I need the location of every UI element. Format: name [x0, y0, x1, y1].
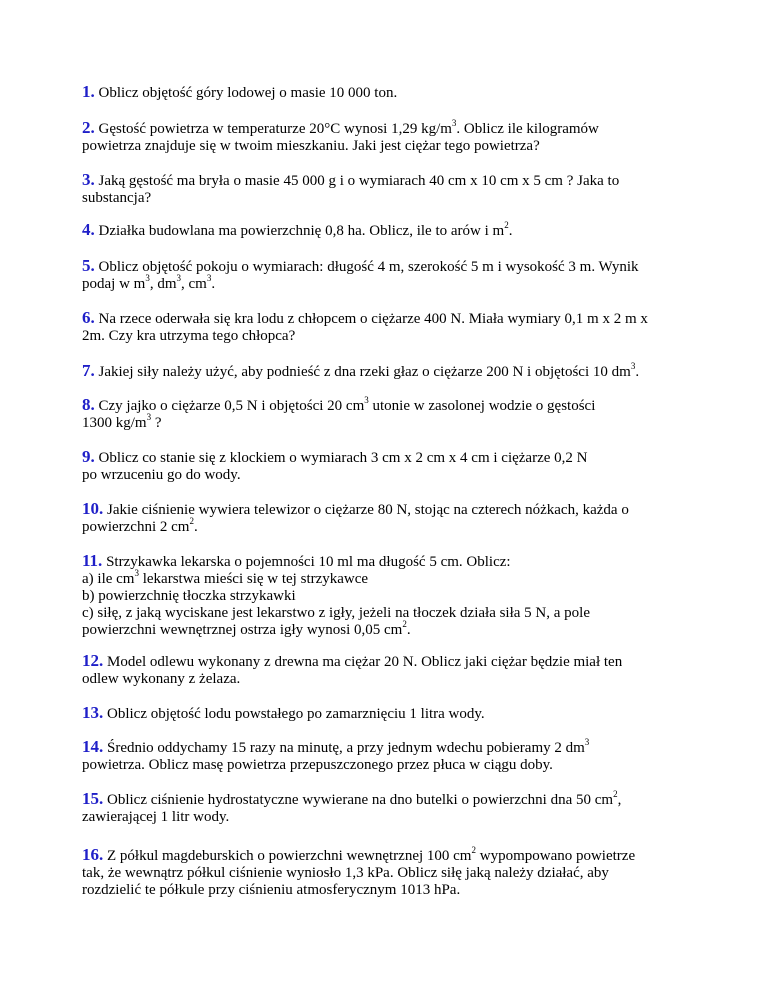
superscript: 3 [584, 737, 590, 747]
superscript: 3 [451, 118, 457, 128]
text-segment: . [211, 276, 216, 292]
problem-item [82, 704, 692, 723]
problem-number: 11. [82, 551, 103, 570]
problem-number: 13. [82, 703, 104, 722]
text-segment: powierzchni 2 cm [82, 519, 190, 535]
text-segment: rozdzielić te półkule przy ciśnieniu atmosferycznym 1013 hPa. [82, 882, 461, 898]
problem-number: 4. [82, 220, 95, 239]
text-segment: , dm [149, 276, 177, 292]
problem-number: 16. [82, 845, 104, 864]
text-segment: Model odlewu wykonany z drewna ma ciężar 20 N. Oblicz jaki ciężar będzie miał ten [107, 654, 623, 670]
problem-text-line [82, 588, 692, 605]
problem-text-line [82, 171, 692, 190]
problem-number: 9. [82, 447, 95, 466]
problem-text-line [82, 448, 692, 467]
problem-number: 14. [82, 737, 104, 756]
problem-text-line [82, 865, 692, 882]
problem-text-line [82, 500, 692, 519]
text-segment: Oblicz objętość lodu powstałego po zamarznięciu 1 litra wody. [107, 706, 485, 722]
problem-text-line [82, 704, 692, 723]
problem-text-line [82, 119, 692, 138]
text-segment: a) ile cm [82, 571, 135, 587]
problem-item [82, 362, 692, 381]
text-segment: 1300 kg/m [82, 415, 147, 431]
text-segment: powietrza znajduje się w twoim mieszkaniu. Jaki jest ciężar tego powietrza? [82, 138, 540, 154]
text-segment: powierzchni wewnętrznej ostrza igły wynosi 0,05 cm [82, 622, 403, 638]
text-segment: powietrza. Oblicz masę powietrza przepuszczonego przez płuca w ciągu doby. [82, 757, 553, 773]
superscript: 3 [134, 568, 139, 578]
text-segment: . [406, 622, 411, 638]
superscript: 2 [189, 516, 194, 526]
problem-number: 6. [82, 308, 95, 327]
superscript: 3 [206, 273, 212, 283]
problem-item [82, 738, 692, 774]
problem-text-line [82, 190, 692, 207]
problem-number: 2. [82, 118, 95, 137]
problem-item [82, 309, 692, 345]
text-segment: utonie w zasolonej wodzie o gęstości [368, 398, 596, 414]
superscript: 3 [146, 412, 152, 422]
text-segment: c) siłę, z jaką wyciskane jest lekarstwo z igły, jeżeli na tłoczek działa siła 5 N, a pole [82, 605, 590, 621]
text-segment: , [617, 792, 622, 808]
problem-text-line [82, 809, 692, 826]
problem-text-line [82, 568, 692, 588]
text-segment: Oblicz objętość pokoju o wymiarach: długość 4 m, szerokość 5 m i wysokość 3 m. Wynik [98, 259, 639, 275]
text-segment: Strzykawka lekarska o pojemności 10 ml ma długość 5 cm. Oblicz: [106, 554, 511, 570]
text-segment: 2m. Czy kra utrzyma tego chłopca? [82, 328, 296, 344]
text-segment: po wrzuceniu go do wody. [82, 467, 241, 483]
text-segment: Jakiej siły należy użyć, aby podnieść z dna rzeki głaz o ciężarze 200 N i objętości 10 dm [98, 364, 631, 380]
text-segment: Oblicz objętość góry lodowej o masie 10 000 ton. [98, 85, 398, 101]
text-segment: lekarstwa mieści się w tej strzykawce [138, 571, 369, 587]
problem-text-line [82, 396, 692, 415]
text-segment: . [508, 223, 513, 239]
problem-text-line [82, 552, 692, 571]
text-segment: Jaką gęstość ma bryła o masie 45 000 g i o wymiarach 40 cm x 10 cm x 5 cm ? Jaka to [98, 173, 620, 189]
problem-text-line [82, 671, 692, 688]
problem-text-line [82, 790, 692, 809]
problem-item [82, 221, 692, 240]
text-segment: . [193, 519, 198, 535]
problem-text-line [82, 362, 692, 381]
text-segment: Czy jajko o ciężarze 0,5 N i objętości 20 cm [98, 398, 365, 414]
problem-text-line [82, 83, 692, 102]
problem-text-line [82, 516, 692, 536]
text-segment: tak, że wewnątrz półkul ciśnienie wyniosło 1,3 kPa. Oblicz siłę jaką należy działać, aby [82, 865, 609, 881]
problem-number: 5. [82, 256, 95, 275]
problem-item [82, 119, 692, 155]
superscript: 2 [613, 789, 618, 799]
text-segment: Oblicz co stanie się z klockiem o wymiarach 3 cm x 2 cm x 4 cm i ciężarze 0,2 N [98, 450, 588, 466]
text-segment: . Oblicz ile kilogramów [456, 121, 599, 137]
problem-number: 1. [82, 82, 95, 101]
problem-text-line [82, 257, 692, 276]
text-segment: podaj w m [82, 276, 146, 292]
superscript: 2 [504, 220, 509, 230]
problem-text-line [82, 846, 692, 865]
problem-item [82, 652, 692, 688]
text-segment: . [635, 364, 640, 380]
problem-item [82, 257, 692, 293]
problem-item [82, 552, 692, 639]
superscript: 3 [630, 361, 636, 371]
text-segment: Jakie ciśnienie wywiera telewizor o ciężarze 80 N, stojąc na czterech nóżkach, każda o [107, 502, 629, 518]
problem-text-line [82, 138, 692, 155]
problem-text-line [82, 652, 692, 671]
text-segment: ? [151, 415, 162, 431]
problem-number: 12. [82, 651, 104, 670]
text-segment: zawierającej 1 litr wody. [82, 809, 230, 825]
problem-text-line [82, 309, 692, 328]
problem-text-line [82, 328, 692, 345]
problem-text-line [82, 738, 692, 757]
superscript: 2 [402, 619, 407, 629]
text-segment: Średnio oddychamy 15 razy na minutę, a przy jednym wdechu pobieramy 2 dm [107, 740, 585, 756]
problem-item [82, 171, 692, 207]
text-segment: Na rzece oderwała się kra lodu z chłopcem o ciężarze 400 N. Miała wymiary 0,1 m x 2 m x [98, 311, 648, 327]
problem-number: 3. [82, 170, 95, 189]
text-segment: odlew wykonany z żelaza. [82, 671, 241, 687]
problem-text-line [82, 619, 692, 639]
text-segment: Działka budowlana ma powierzchnię 0,8 ha. Oblicz, ile to arów i m [98, 223, 505, 239]
superscript: 2 [471, 845, 476, 855]
problem-text-line [82, 467, 692, 484]
problem-text-line [82, 273, 692, 293]
text-segment: b) powierzchnię tłoczka strzykawki [82, 588, 296, 604]
problem-item [82, 83, 692, 102]
text-segment: Z półkul magdeburskich o powierzchni wewnętrznej 100 cm [107, 848, 472, 864]
problem-text-line [82, 882, 692, 899]
problem-item [82, 500, 692, 536]
text-segment: Gęstość powietrza w temperaturze 20°C wynosi 1,29 kg/m [98, 121, 452, 137]
problem-item [82, 790, 692, 826]
problem-text-line [82, 605, 692, 622]
text-segment: substancja? [82, 190, 152, 206]
problem-text-line [82, 221, 692, 240]
superscript: 3 [176, 273, 181, 283]
problem-text-line [82, 412, 692, 432]
problem-number: 10. [82, 499, 104, 518]
problem-item [82, 448, 692, 484]
text-segment: , cm [181, 276, 207, 292]
problem-number: 15. [82, 789, 104, 808]
problem-item [82, 396, 692, 432]
text-segment: wypompowano powietrze [475, 848, 636, 864]
superscript: 3 [364, 395, 369, 405]
superscript: 3 [145, 273, 150, 283]
problem-number: 7. [82, 361, 95, 380]
problem-item [82, 846, 692, 899]
problem-number: 8. [82, 395, 95, 414]
text-segment: Oblicz ciśnienie hydrostatyczne wywierane na dno butelki o powierzchni dna 50 cm [107, 792, 614, 808]
problem-text-line [82, 757, 692, 774]
